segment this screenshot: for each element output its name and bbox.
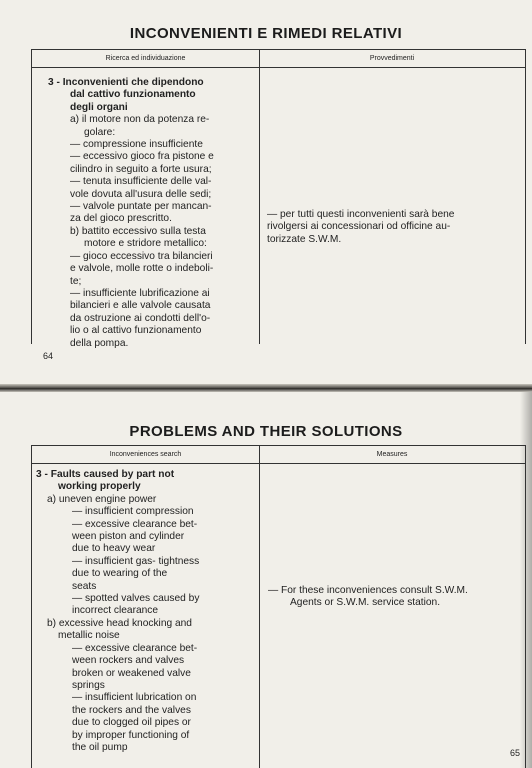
text-line: the oil pump (72, 741, 128, 753)
text-line: seats (72, 580, 97, 592)
text-line: bilancieri e alle valvole causata (70, 300, 211, 312)
causes-column (36, 469, 252, 754)
troubleshooting-table (31, 445, 526, 768)
text-line: za del gioco prescritto. (70, 213, 172, 225)
text-line: — valvole puntate per mancan- (70, 201, 212, 213)
column-divider (259, 463, 260, 768)
text-line: — insufficient lubrication on (72, 692, 197, 704)
troubleshooting-table (31, 49, 526, 349)
column-divider (259, 67, 260, 344)
text-line: golare: (84, 126, 116, 138)
text-line: torizzate S.W.M. (267, 233, 342, 245)
text-line: — tenuta insufficiente delle val- (70, 176, 212, 188)
text-line: incorrect clearance (72, 605, 159, 617)
text-line: broken or weakened valve (72, 667, 191, 679)
text-line: te; (70, 275, 82, 287)
text-line: ween piston and cylinder (72, 531, 185, 543)
text-line: rivolgersi ai concessionari od officine au- (267, 221, 451, 233)
text-line: — excessive clearance bet- (72, 518, 198, 530)
text-line: — per tutti questi inconvenienti sarà bene (267, 209, 455, 220)
text-line: vole dovuta all'usura delle sedi; (70, 188, 212, 200)
text-line: springs (72, 679, 105, 691)
text-line: due to heavy wear (72, 543, 156, 555)
page-number: 65 (510, 748, 521, 758)
text-line: — For these inconveniences consult S.W.M. (268, 585, 468, 596)
text-line: ween rockers and valves (72, 655, 185, 667)
text-line: b) battito eccessivo sulla testa (70, 225, 206, 237)
text-line: cilindro in seguito a forte usura; (70, 163, 212, 175)
column-header-measures: Provvedimenti (259, 50, 525, 68)
page-fold (0, 384, 532, 392)
bottom-page (0, 392, 532, 768)
text-line: a) uneven engine power (47, 493, 157, 505)
text-line: — eccessivo gioco fra pistone e (70, 151, 214, 163)
page-number: 64 (43, 351, 54, 361)
text-line: — compressione insufficiente (70, 139, 203, 151)
section-heading: dal cattivo funzionamento (70, 89, 196, 101)
text-line: lio o al cattivo funzionamento (70, 325, 202, 337)
text-line: a) il motore non da potenza re- (70, 114, 210, 126)
text-line: due to clogged oil pipes or (72, 717, 191, 729)
text-line: — insufficient gas- tightness (72, 555, 200, 567)
section-heading: working properly (58, 481, 141, 493)
column-header-search: Inconveniences search (32, 446, 260, 464)
section-heading: 3 - Faults caused by part not (36, 469, 175, 480)
text-line: metallic noise (58, 630, 120, 642)
section-heading: 3 - Inconvenienti che dipendono (48, 77, 204, 88)
page-title: INCONVENIENTI E RIMEDI RELATIVI (129, 25, 403, 42)
text-line: by improper functioning of (72, 729, 190, 741)
text-line: Agents or S.W.M. service station. (290, 597, 441, 609)
text-line: della pompa. (70, 337, 129, 349)
remedies-column (268, 585, 518, 610)
text-line: da ostruzione ai condotti dell'o- (70, 312, 211, 324)
column-header-search: Ricerca ed individuazione (32, 50, 260, 68)
remedies-column (267, 209, 517, 246)
text-line: — excessive clearance bet- (72, 642, 198, 654)
text-line: motore e stridore metallico: (84, 238, 207, 250)
column-header-measures: Measures (259, 446, 525, 464)
text-line: due to wearing of the (72, 568, 168, 580)
page-title: PROBLEMS AND THEIR SOLUTIONS (129, 423, 403, 440)
text-line: e valvole, molle rotte o indeboli- (70, 263, 214, 275)
text-line: b) excessive head knocking and (47, 617, 192, 629)
text-line: — insufficient compression (72, 506, 194, 518)
text-line: the rockers and the valves (72, 704, 191, 716)
causes-column (48, 77, 253, 350)
text-line: — gioco eccessivo tra bilancieri (70, 250, 213, 262)
section-heading: degli organi (70, 101, 128, 113)
text-line: — insufficiente lubrificazione ai (70, 287, 210, 299)
text-line: — spotted valves caused by (72, 593, 200, 605)
